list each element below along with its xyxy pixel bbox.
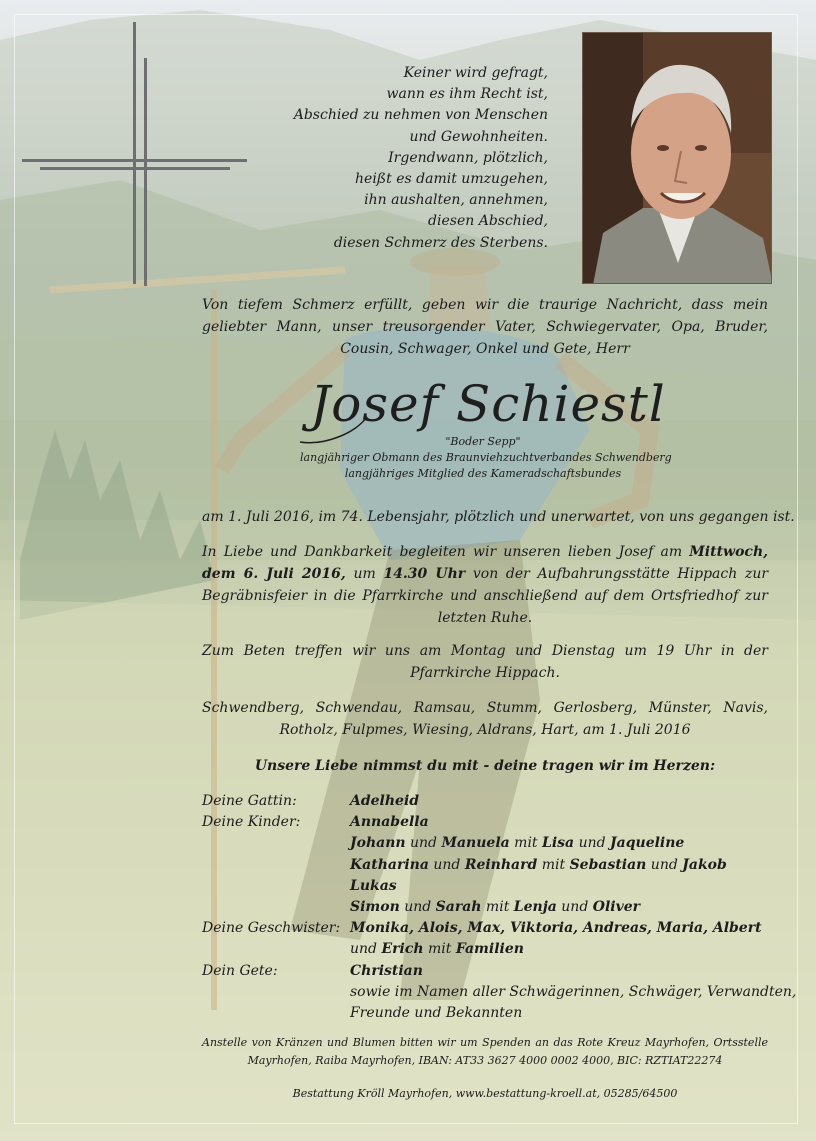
family-row: [202, 1003, 772, 1024]
poem-line: wann es ihm Recht ist,: [386, 86, 548, 103]
family-connector: und: [428, 856, 465, 873]
family-row: [202, 961, 772, 982]
places-date: Schwendberg, Schwendau, Ramsau, Stumm, Gerlosberg, Münster, Navis, Rotholz, Fulpmes, Wiesing, Aldrans, Hart, am 1. Juli 2016: [202, 700, 768, 738]
donation-notice: Anstelle von Kränzen und Blumen bitten wir um Spenden an das Rote Kreuz Mayrhofen, Ortsstelle Mayrhofen, Raiba Mayrhofen, IBAN: AT33 3627 4000 0002 4000, BIC: RZTIAT22274: [202, 1036, 768, 1067]
family-connector: mit: [537, 856, 570, 873]
funeral-text: In Liebe und Dankbarkeit begleiten wir unseren lieben Josef am: [202, 544, 683, 560]
motto-text: Unsere Liebe nimmst du mit - deine tragen wir im Herzen:: [254, 758, 716, 774]
portrait-photo: [582, 32, 772, 284]
family-members: [350, 939, 524, 960]
family-connector: und: [405, 835, 442, 852]
family-members: [350, 961, 423, 982]
death-notice: am 1. Juli 2016, im 74. Lebensjahr, plötzlich und unerwartet, von uns gegangen ist.: [202, 509, 795, 525]
family-connector: und: [399, 899, 436, 915]
family-connector: mit: [423, 941, 456, 958]
family-row: [202, 982, 797, 1003]
family-members: [350, 897, 640, 918]
family-member-name: Christian: [350, 962, 423, 979]
prayer-notice: Zum Beten treffen wir uns am Montag und Dienstag um 19 Uhr in der Pfarrkirche Hippach.: [202, 643, 768, 681]
funeral-date: Mittwoch, dem 6. Juli 2016,: [202, 544, 768, 582]
portrait-image: [583, 33, 772, 284]
family-label: Dein Gete:: [202, 962, 278, 979]
family-row: [202, 897, 772, 918]
family-connector: mit: [481, 899, 514, 915]
poem-line: heißt es damit umzugehen,: [355, 171, 548, 188]
poem-line: und Gewohnheiten.: [409, 128, 548, 145]
family-member-name: Sebastian: [569, 856, 647, 873]
family-member-name: Annabella: [350, 814, 429, 831]
undertaker-info: Bestattung Kröll Mayrhofen, www.bestattung-kroell.at, 05285/64500: [292, 1087, 678, 1100]
family-row: [202, 791, 772, 812]
family-members: [350, 918, 762, 939]
family-member-name: Erich: [381, 941, 424, 958]
funeral-text: von der Aufbahrungsstätte Hippach zur Begräbnisfeier in die Pfarrkirche und anschließend auf dem Ortsfriedhof zur letzten Ruhe.: [202, 566, 769, 626]
nickname: "Boder Sepp": [445, 435, 521, 448]
family-members: [350, 982, 796, 1003]
family-connector: Freunde und Bekannten: [350, 1005, 523, 1021]
family-member-name: Simon: [350, 899, 400, 915]
role-line: langjähriger Obmann des Braunviehzuchtverbandes Schwendberg: [300, 451, 672, 464]
family-row: [202, 939, 772, 960]
intro-text: Von tiefem Schmerz erfüllt, geben wir die traurige Nachricht, dass mein geliebter Mann, unser treusorgender Vater, Schwiegervater, Opa, Bruder, Cousin, Schwager, Onkel und Gete, Herr: [202, 297, 768, 357]
family-member-name: Adelheid: [350, 793, 420, 809]
family-member-name: Lukas: [350, 877, 397, 894]
family-member-name: Monika, Alois, Max, Viktoria, Andreas, Maria, Albert: [350, 920, 762, 937]
family-connector: und: [574, 835, 611, 852]
family-member-name: Jakob: [682, 856, 727, 873]
poem-line: diesen Abschied,: [428, 213, 548, 230]
family-member-name: Lisa: [542, 835, 575, 852]
family-row: [202, 876, 772, 897]
poem-line: Keiner wird gefragt,: [403, 65, 548, 81]
family-member-name: Manuela: [441, 835, 510, 852]
deceased-name: Josef Schiestl: [310, 375, 666, 433]
family-member-name: Johann: [350, 835, 406, 852]
family-row: [202, 833, 772, 854]
family-row: [202, 812, 772, 833]
poem-line: ihn aushalten, annehmen,: [364, 192, 548, 209]
family-label: Deine Gattin:: [202, 793, 297, 809]
family-connector: und: [350, 941, 382, 958]
role-line: langjähriges Mitglied des Kameradschaftsbundes: [344, 467, 622, 480]
family-row: [202, 918, 772, 939]
family-member-name: Reinhard: [464, 856, 538, 873]
family-connector: und: [646, 856, 683, 873]
poem: [240, 63, 548, 254]
family-member-name: Sarah: [435, 899, 482, 915]
family-members: [350, 791, 419, 812]
family-connector: mit: [509, 835, 542, 852]
family-connector: sowie im Namen aller Schwägerinnen, Schwäger, Verwandten,: [350, 983, 797, 1000]
funeral-text: um: [353, 566, 376, 582]
poem-line: Irgendwann, plötzlich,: [388, 149, 548, 166]
family-member-name: Familien: [455, 941, 524, 958]
family-label: Deine Geschwister:: [202, 920, 341, 937]
family-members: [350, 855, 727, 876]
motto: [202, 755, 768, 777]
family-member-name: Katharina: [350, 856, 429, 873]
family-member-name: Jaqueline: [610, 835, 685, 852]
family-members: [350, 876, 397, 897]
family-members: [350, 812, 429, 833]
family-row: [202, 855, 772, 876]
family-members: [350, 1003, 522, 1024]
poem-line: Abschied zu nehmen von Menschen: [293, 107, 548, 124]
funeral-time: 14.30 Uhr: [383, 566, 466, 582]
family-members: [350, 833, 684, 854]
family-connector: und: [556, 899, 593, 915]
poem-line: diesen Schmerz des Sterbens.: [333, 234, 548, 251]
family-member-name: Oliver: [592, 899, 640, 915]
family-label: Deine Kinder:: [202, 814, 301, 831]
family-member-name: Lenja: [513, 899, 557, 915]
funeral-details: [202, 541, 768, 629]
